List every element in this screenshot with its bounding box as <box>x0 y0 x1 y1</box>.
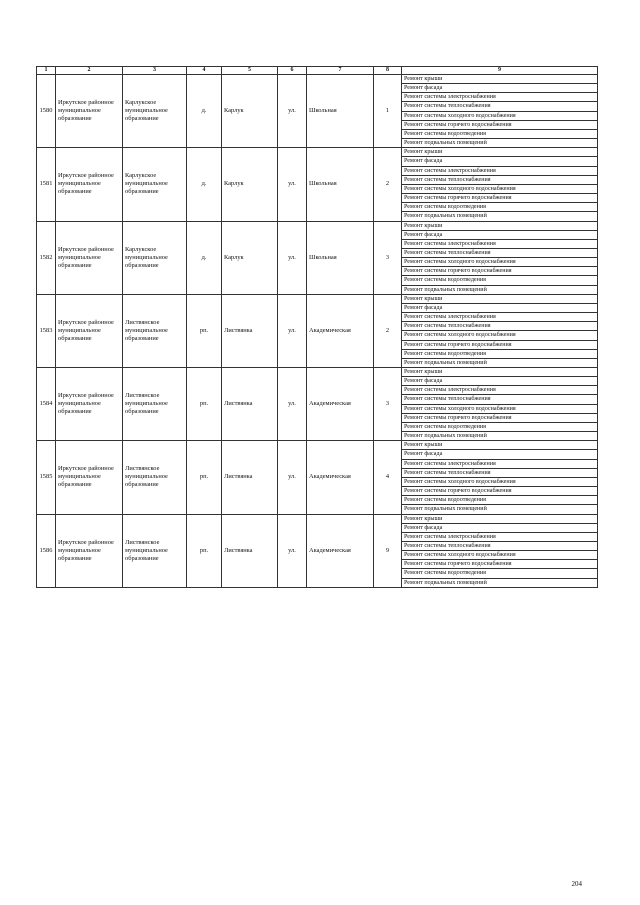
table-row <box>37 221 598 230</box>
record-number: 1583 <box>37 294 56 367</box>
repair-work-item: Ремонт системы водоотведения <box>402 276 598 285</box>
table-row <box>37 148 598 157</box>
street-name: Академическая <box>307 294 374 367</box>
repair-work-item: Ремонт системы теплоснабжения <box>402 541 598 550</box>
repair-register-table <box>36 66 598 588</box>
street-type: ул. <box>278 148 307 221</box>
settlement-type: рп. <box>187 294 222 367</box>
repair-work-item: Ремонт фасада <box>402 523 598 532</box>
record-number: 1586 <box>37 514 56 587</box>
repair-work-item: Ремонт системы электроснабжения <box>402 166 598 175</box>
table-row <box>37 368 598 377</box>
repair-work-item: Ремонт системы горячего водоснабжения <box>402 267 598 276</box>
repair-work-item: Ремонт подвальных помещений <box>402 285 598 294</box>
table-row <box>37 441 598 450</box>
repair-work-item: Ремонт системы водоотведения <box>402 203 598 212</box>
settlement-type: д. <box>187 221 222 294</box>
settlement-name: Листвянка <box>222 368 278 441</box>
repair-work-item: Ремонт системы электроснабжения <box>402 532 598 541</box>
repair-work-item: Ремонт системы электроснабжения <box>402 239 598 248</box>
street-type: ул. <box>278 441 307 514</box>
table-row <box>37 294 598 303</box>
settlement-name: Карлук <box>222 148 278 221</box>
house-number: 2 <box>374 294 402 367</box>
settlement-name: Листвянка <box>222 514 278 587</box>
repair-work-item: Ремонт крыши <box>402 368 598 377</box>
house-number: 3 <box>374 368 402 441</box>
district-name: Иркутское районное муниципальное образование <box>56 514 123 587</box>
repair-work-item: Ремонт системы холодного водоснабжения <box>402 111 598 120</box>
repair-work-item: Ремонт системы горячего водоснабжения <box>402 340 598 349</box>
street-name: Школьная <box>307 148 374 221</box>
table-row <box>37 514 598 523</box>
municipality-name: Карлукское муниципальное образование <box>123 148 187 221</box>
street-name: Школьная <box>307 221 374 294</box>
settlement-type: д. <box>187 148 222 221</box>
district-name: Иркутское районное муниципальное образование <box>56 75 123 148</box>
repair-work-item: Ремонт системы горячего водоснабжения <box>402 487 598 496</box>
settlement-type: д. <box>187 75 222 148</box>
street-type: ул. <box>278 368 307 441</box>
column-header: 2 <box>56 67 123 75</box>
repair-work-item: Ремонт системы холодного водоснабжения <box>402 551 598 560</box>
column-header: 5 <box>222 67 278 75</box>
repair-work-item: Ремонт системы горячего водоснабжения <box>402 194 598 203</box>
record-number: 1584 <box>37 368 56 441</box>
record-number: 1585 <box>37 441 56 514</box>
column-header: 8 <box>374 67 402 75</box>
repair-work-item: Ремонт системы водоотведения <box>402 349 598 358</box>
column-header: 7 <box>307 67 374 75</box>
repair-work-item: Ремонт системы холодного водоснабжения <box>402 404 598 413</box>
repair-work-item: Ремонт крыши <box>402 441 598 450</box>
municipality-name: Листвянское муниципальное образование <box>123 441 187 514</box>
repair-work-item: Ремонт системы электроснабжения <box>402 386 598 395</box>
municipality-name: Листвянское муниципальное образование <box>123 368 187 441</box>
repair-work-item: Ремонт системы теплоснабжения <box>402 395 598 404</box>
repair-work-item: Ремонт системы теплоснабжения <box>402 468 598 477</box>
repair-work-item: Ремонт системы водоотведения <box>402 129 598 138</box>
municipality-name: Листвянское муниципальное образование <box>123 514 187 587</box>
repair-work-item: Ремонт системы горячего водоснабжения <box>402 560 598 569</box>
table-row <box>37 75 598 84</box>
table-body <box>37 75 598 588</box>
street-type: ул. <box>278 514 307 587</box>
column-header: 4 <box>187 67 222 75</box>
repair-work-item: Ремонт системы теплоснабжения <box>402 175 598 184</box>
house-number: 3 <box>374 221 402 294</box>
settlement-name: Листвянка <box>222 441 278 514</box>
repair-work-item: Ремонт крыши <box>402 75 598 84</box>
municipality-name: Карлукское муниципальное образование <box>123 75 187 148</box>
house-number: 4 <box>374 441 402 514</box>
repair-work-item: Ремонт подвальных помещений <box>402 505 598 514</box>
repair-work-item: Ремонт подвальных помещений <box>402 139 598 148</box>
settlement-type: рп. <box>187 441 222 514</box>
record-number: 1582 <box>37 221 56 294</box>
repair-work-item: Ремонт фасада <box>402 377 598 386</box>
column-header: 9 <box>402 67 598 75</box>
street-type: ул. <box>278 75 307 148</box>
repair-work-item: Ремонт крыши <box>402 514 598 523</box>
house-number: 1 <box>374 75 402 148</box>
district-name: Иркутское районное муниципальное образование <box>56 368 123 441</box>
district-name: Иркутское районное муниципальное образование <box>56 294 123 367</box>
repair-work-item: Ремонт фасада <box>402 303 598 312</box>
repair-work-item: Ремонт системы электроснабжения <box>402 93 598 102</box>
repair-work-item: Ремонт системы водоотведения <box>402 422 598 431</box>
record-number: 1580 <box>37 75 56 148</box>
repair-work-item: Ремонт фасада <box>402 230 598 239</box>
district-name: Иркутское районное муниципальное образование <box>56 148 123 221</box>
repair-work-item: Ремонт системы холодного водоснабжения <box>402 258 598 267</box>
municipality-name: Листвянское муниципальное образование <box>123 294 187 367</box>
repair-work-item: Ремонт системы электроснабжения <box>402 459 598 468</box>
header-row <box>37 67 598 75</box>
street-type: ул. <box>278 221 307 294</box>
street-type: ул. <box>278 294 307 367</box>
municipality-name: Карлукское муниципальное образование <box>123 221 187 294</box>
repair-work-item: Ремонт системы холодного водоснабжения <box>402 331 598 340</box>
settlement-name: Карлук <box>222 221 278 294</box>
repair-work-item: Ремонт фасада <box>402 84 598 93</box>
repair-work-item: Ремонт системы холодного водоснабжения <box>402 477 598 486</box>
repair-work-item: Ремонт системы теплоснабжения <box>402 248 598 257</box>
repair-work-item: Ремонт фасада <box>402 157 598 166</box>
district-name: Иркутское районное муниципальное образование <box>56 441 123 514</box>
house-number: 2 <box>374 148 402 221</box>
column-header: 1 <box>37 67 56 75</box>
repair-work-item: Ремонт крыши <box>402 148 598 157</box>
record-number: 1581 <box>37 148 56 221</box>
settlement-type: рп. <box>187 368 222 441</box>
repair-work-item: Ремонт фасада <box>402 450 598 459</box>
repair-work-item: Ремонт системы горячего водоснабжения <box>402 120 598 129</box>
repair-work-item: Ремонт системы горячего водоснабжения <box>402 413 598 422</box>
street-name: Школьная <box>307 75 374 148</box>
district-name: Иркутское районное муниципальное образование <box>56 221 123 294</box>
settlement-name: Листвянка <box>222 294 278 367</box>
repair-work-item: Ремонт подвальных помещений <box>402 578 598 587</box>
repair-work-item: Ремонт системы водоотведения <box>402 569 598 578</box>
repair-work-item: Ремонт подвальных помещений <box>402 358 598 367</box>
repair-work-item: Ремонт системы теплоснабжения <box>402 102 598 111</box>
repair-work-item: Ремонт подвальных помещений <box>402 212 598 221</box>
street-name: Академическая <box>307 441 374 514</box>
column-header: 6 <box>278 67 307 75</box>
repair-work-item: Ремонт системы электроснабжения <box>402 313 598 322</box>
settlement-name: Карлук <box>222 75 278 148</box>
street-name: Академическая <box>307 514 374 587</box>
settlement-type: рп. <box>187 514 222 587</box>
house-number: 9 <box>374 514 402 587</box>
street-name: Академическая <box>307 368 374 441</box>
repair-work-item: Ремонт системы холодного водоснабжения <box>402 184 598 193</box>
repair-work-item: Ремонт крыши <box>402 294 598 303</box>
repair-work-item: Ремонт системы теплоснабжения <box>402 322 598 331</box>
repair-work-item: Ремонт подвальных помещений <box>402 432 598 441</box>
column-header: 3 <box>123 67 187 75</box>
repair-work-item: Ремонт крыши <box>402 221 598 230</box>
repair-work-item: Ремонт системы водоотведения <box>402 496 598 505</box>
page-number: 204 <box>571 880 582 888</box>
